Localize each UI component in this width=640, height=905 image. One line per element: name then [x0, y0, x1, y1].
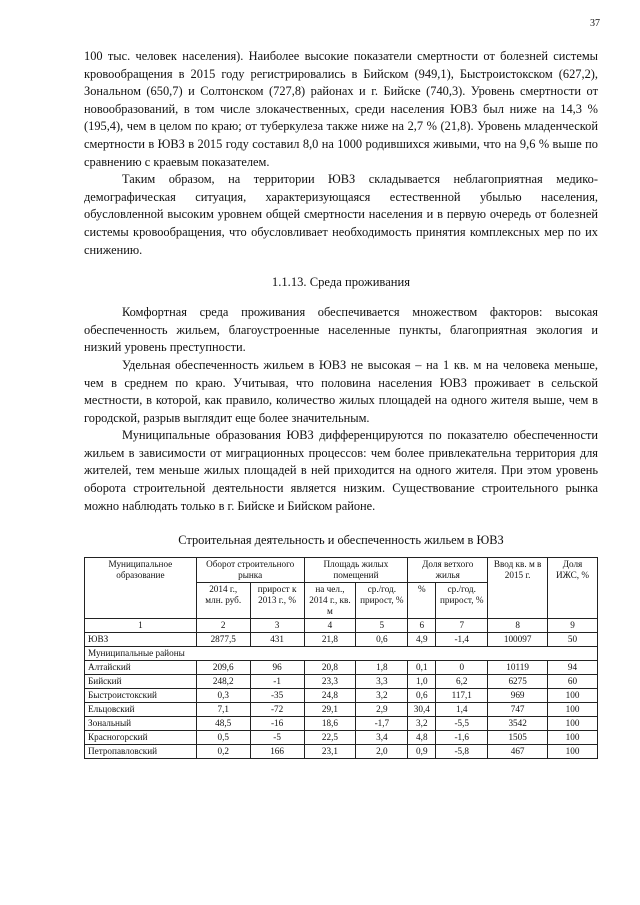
header-izhs: Доля ИЖС, % — [548, 558, 598, 619]
row-name: Зональный — [85, 717, 197, 731]
header-turnover-2014: 2014 г., млн. руб. — [196, 583, 250, 619]
cell: 117,1 — [436, 689, 488, 703]
cell: 2877,5 — [196, 633, 250, 647]
cell: 23,1 — [304, 745, 356, 759]
cell: 248,2 — [196, 675, 250, 689]
cell: 166 — [250, 745, 304, 759]
cell: -1,6 — [436, 731, 488, 745]
cell: -1 — [250, 675, 304, 689]
page-content — [84, 48, 598, 759]
cell: -1,4 — [436, 633, 488, 647]
cell: 3542 — [488, 717, 548, 731]
cell: 431 — [250, 633, 304, 647]
cell: 2,9 — [356, 703, 408, 717]
column-number: 5 — [356, 619, 408, 633]
header-turnover: Оборот строительного рынка — [196, 558, 304, 583]
table-row — [85, 703, 598, 717]
paragraph: Комфортная среда проживания обеспечивается множеством факторов: высокая обеспеченность жильем, благоустроенные населенные пункты, благоприятная экология и низкий уровень преступности. — [84, 305, 598, 355]
cell: 0,6 — [408, 689, 436, 703]
header-old-avg-growth: ср./год. прирост, % — [436, 583, 488, 619]
cell: 0,9 — [408, 745, 436, 759]
cell: -16 — [250, 717, 304, 731]
cell: 100 — [548, 703, 598, 717]
cell: 3,4 — [356, 731, 408, 745]
cell: 1,0 — [408, 675, 436, 689]
column-number: 9 — [548, 619, 598, 633]
cell: 1,8 — [356, 661, 408, 675]
cell: 3,3 — [356, 675, 408, 689]
cell: 18,6 — [304, 717, 356, 731]
column-number: 1 — [85, 619, 197, 633]
header-old-housing: Доля ветхого жилья — [408, 558, 488, 583]
table-row — [85, 689, 598, 703]
cell: 0 — [436, 661, 488, 675]
group-label: Муниципальные районы — [85, 647, 598, 661]
header-municipality: Муниципальное образование — [85, 558, 197, 619]
cell: 96 — [250, 661, 304, 675]
header-turnover-growth: прирост к 2013 г., % — [250, 583, 304, 619]
cell: 100 — [548, 717, 598, 731]
header-commissioning: Ввод кв. м в 2015 г. — [488, 558, 548, 619]
cell: 0,2 — [196, 745, 250, 759]
cell: 0,1 — [408, 661, 436, 675]
table-row — [85, 745, 598, 759]
cell: 100 — [548, 689, 598, 703]
cell: 6,2 — [436, 675, 488, 689]
cell: 209,6 — [196, 661, 250, 675]
cell: 0,6 — [356, 633, 408, 647]
total-row — [85, 633, 598, 647]
cell: 0,5 — [196, 731, 250, 745]
column-number: 7 — [436, 619, 488, 633]
header-space-per-capita: на чел., 2014 г., кв. м — [304, 583, 356, 619]
cell: 100097 — [488, 633, 548, 647]
row-name: Алтайский — [85, 661, 197, 675]
paragraph: Муниципальные образования ЮВЗ дифференцируются по показателю обеспеченности жильем в зависимости от миграционных процессов: чем более привлекательна территория для жителей, тем меньше жилых площадей в ней приходится на одного жителя. При этом уровень оборота строительной деятельности является низким. Существование строительного рынка можно наблюдать только в г. Бийске и Бийском районе. — [84, 428, 598, 513]
cell: -5,5 — [436, 717, 488, 731]
cell: 60 — [548, 675, 598, 689]
cell: 0,3 — [196, 689, 250, 703]
page-number: 37 — [590, 18, 600, 29]
column-number-row — [85, 619, 598, 633]
header-space-avg-growth: ср./год. прирост, % — [356, 583, 408, 619]
paragraph: Удельная обеспеченность жильем в ЮВЗ не высокая – на 1 кв. м на человека меньше, чем в среднем по краю. Учитывая, что половина населения ЮВЗ проживает в сельской местности, в которой, как правило, количество жилых площадей на одного жителя выше, чем в городской, разрыв выглядит еще более значительным. — [84, 357, 598, 425]
table-row — [85, 661, 598, 675]
cell: 48,5 — [196, 717, 250, 731]
cell: 94 — [548, 661, 598, 675]
column-number: 4 — [304, 619, 356, 633]
housing-table — [84, 557, 598, 759]
paragraph: 100 тыс. человек населения). Наиболее высокие показатели смертности от болезней системы кровообращения в 2015 году регистрировались в Бийском (949,1), Быстроистокском (627,2), Зональном (650,7) и Солтонском (727,8) районах и г. Бийске (740,3). Уровень смертности от новообразований, в том числе злокачественных, среди населения ЮВЗ был ниже на 14,3 % (195,4), чем в целом по краю; от туберкулеза также ниже на 2,7 % (21,8). Уровень младенческой смертности в ЮВЗ в 2015 году составил 8,0 на 1000 родившихся живыми, что на 9,6 % выше по сравнению с краевым показателем. — [84, 49, 598, 169]
cell: 24,8 — [304, 689, 356, 703]
cell: -5 — [250, 731, 304, 745]
column-number: 6 — [408, 619, 436, 633]
cell: 3,2 — [356, 689, 408, 703]
cell: 3,2 — [408, 717, 436, 731]
table-row — [85, 675, 598, 689]
cell: 10119 — [488, 661, 548, 675]
row-name: Бийский — [85, 675, 197, 689]
cell: 2,0 — [356, 745, 408, 759]
cell: 7,1 — [196, 703, 250, 717]
cell: 747 — [488, 703, 548, 717]
cell: 20,8 — [304, 661, 356, 675]
table-body — [85, 619, 598, 759]
row-name: Петропавловский — [85, 745, 197, 759]
cell: -5,8 — [436, 745, 488, 759]
cell: 467 — [488, 745, 548, 759]
cell: 22,5 — [304, 731, 356, 745]
header-old-pct: % — [408, 583, 436, 619]
table-row — [85, 731, 598, 745]
cell: -1,7 — [356, 717, 408, 731]
table-title: Строительная деятельность и обеспеченность жильем в ЮВЗ — [178, 533, 504, 548]
cell: 6275 — [488, 675, 548, 689]
column-number: 3 — [250, 619, 304, 633]
cell: 1,4 — [436, 703, 488, 717]
cell: 30,4 — [408, 703, 436, 717]
cell: 4,8 — [408, 731, 436, 745]
cell: 100 — [548, 745, 598, 759]
section-heading: 1.1.13. Среда проживания — [271, 275, 411, 290]
table-row — [85, 717, 598, 731]
row-name: Быстроистокский — [85, 689, 197, 703]
cell: -35 — [250, 689, 304, 703]
row-name: Ельцовский — [85, 703, 197, 717]
row-name: ЮВЗ — [85, 633, 197, 647]
cell: 1505 — [488, 731, 548, 745]
column-number: 2 — [196, 619, 250, 633]
cell: 23,3 — [304, 675, 356, 689]
cell: -72 — [250, 703, 304, 717]
row-name: Красногорский — [85, 731, 197, 745]
header-living-space: Площадь жилых помещений — [304, 558, 408, 583]
paragraph: Таким образом, на территории ЮВЗ складывается неблагоприятная медико-демографическая ситуация, характеризующаяся естественной убылью населения, обусловленной высоким уровнем общей смертности населения и в первую очередь от болезней системы кровообращения, что обусловливает необходимость принятия комплексных мер по их снижению. — [84, 172, 598, 257]
cell: 50 — [548, 633, 598, 647]
cell: 4,9 — [408, 633, 436, 647]
cell: 29,1 — [304, 703, 356, 717]
cell: 969 — [488, 689, 548, 703]
cell: 100 — [548, 731, 598, 745]
cell: 21,8 — [304, 633, 356, 647]
column-number: 8 — [488, 619, 548, 633]
group-row — [85, 647, 598, 661]
